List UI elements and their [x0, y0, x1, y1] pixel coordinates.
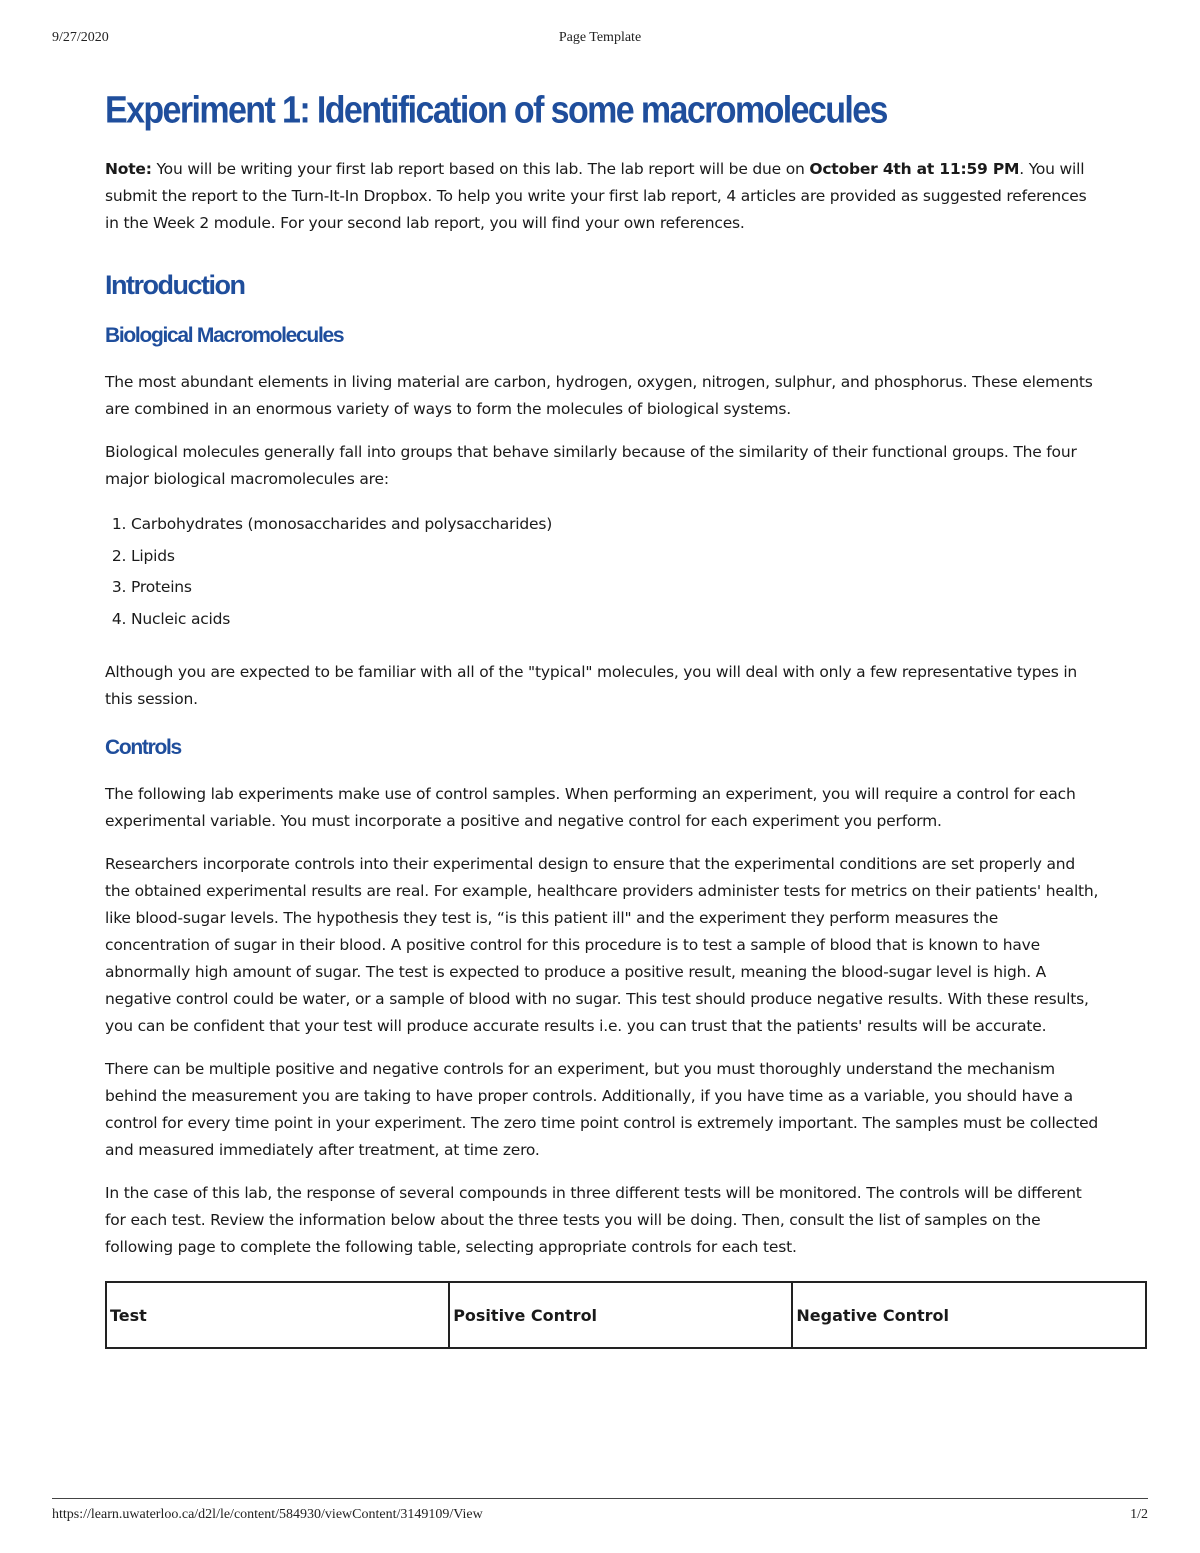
note-text-1: You will be writing your first lab report based on this lab. The lab report will be due on [151, 160, 810, 178]
macromolecule-list [105, 509, 1100, 635]
subheading-biological-macromolecules: Biological Macromolecules [105, 324, 344, 347]
controls-table [105, 1281, 1147, 1349]
intro-paragraph-1: The most abundant elements in living material are carbon, hydrogen, oxygen, nitrogen, sulphur, and phosphorus. These elements are combined in an enormous variety of ways to form the molecules of biological systems. [105, 373, 1093, 418]
subheading-controls: Controls [105, 736, 181, 759]
section-heading-introduction: Introduction [105, 270, 245, 300]
page-title: Experiment 1: Identification of some macromolecules [105, 88, 887, 132]
note-text-2: . You will submit the report to the Turn-It-In Dropbox. To help you write your first lab report, 4 articles are provided as suggested references in the Week 2 module. For your second lab report, you will find your own references. [105, 160, 1087, 232]
controls-paragraph-4: In the case of this lab, the response of several compounds in three different tests will be monitored. The controls will be different for each test. Review the information below about the three tests you will be doing. Then, consult the list of samples on the following page to complete the following table, selecting appropriate controls for each test. [105, 1184, 1082, 1256]
print-footer [52, 1498, 1148, 1523]
print-url: https://learn.uwaterloo.ca/d2l/le/content/584930/viewContent/3149109/View [52, 1507, 483, 1522]
note-label: Note: [105, 160, 152, 178]
intro-paragraph-3: Although you are expected to be familiar with all of the "typical" molecules, you will deal with only a few representative types in this session. [105, 663, 1078, 708]
table-header-negative-control: Negative Control [792, 1282, 1146, 1348]
print-header [52, 30, 1148, 50]
list-item: 1. Carbohydrates (monosaccharides and polysaccharides) [131, 509, 1100, 541]
note-paragraph [105, 156, 1100, 237]
page-number: 1/2 [1130, 1507, 1148, 1522]
list-item: 4. Nucleic acids [131, 604, 1100, 636]
table-header-positive-control: Positive Control [449, 1282, 792, 1348]
controls-paragraph-3: There can be multiple positive and negative controls for an experiment, but you must thoroughly understand the mechanism behind the measurement you are taking to have proper controls. Additionally, if you have time as a variable, you should have a control for every time point in your experiment. The zero time point control is extremely important. The samples must be collected and measured immediately after treatment, at time zero. [105, 1060, 1099, 1159]
table-header-test: Test [106, 1282, 449, 1348]
controls-paragraph-1: The following lab experiments make use of control samples. When performing an experiment, you will require a control for each experimental variable. You must incorporate a positive and negative control for each experiment you perform. [105, 785, 1076, 830]
intro-paragraph-2: Biological molecules generally fall into groups that behave similarly because of the similarity of their functional groups. The four major biological macromolecules are: [105, 443, 1077, 488]
print-date: 9/27/2020 [52, 30, 109, 45]
document-content [105, 80, 1100, 1349]
list-item: 2. Lipids [131, 541, 1100, 573]
note-due-date: October 4th at 11:59 PM [809, 160, 1020, 178]
controls-paragraph-2: Researchers incorporate controls into their experimental design to ensure that the experimental conditions are set properly and the obtained experimental results are real. For example, healthcare providers administer tests for metrics on their patients' health, like blood-sugar levels. The hypothesis they test is, “is this patient ill" and the experiment they perform measures the concentration of sugar in their blood. A positive control for this procedure is to test a sample of blood that is known to have abnormally high amount of sugar. The test is expected to produce a positive result, meaning the blood-sugar level is high. A negative control could be water, or a sample of blood with no sugar. This test should produce negative results. With these results, you can be confident that your test will produce accurate results i.e. you can trust that the patients' results will be accurate. [105, 855, 1099, 1035]
print-page-title: Page Template [558, 30, 642, 45]
list-item: 3. Proteins [131, 572, 1100, 604]
table-header-row [106, 1282, 1146, 1348]
